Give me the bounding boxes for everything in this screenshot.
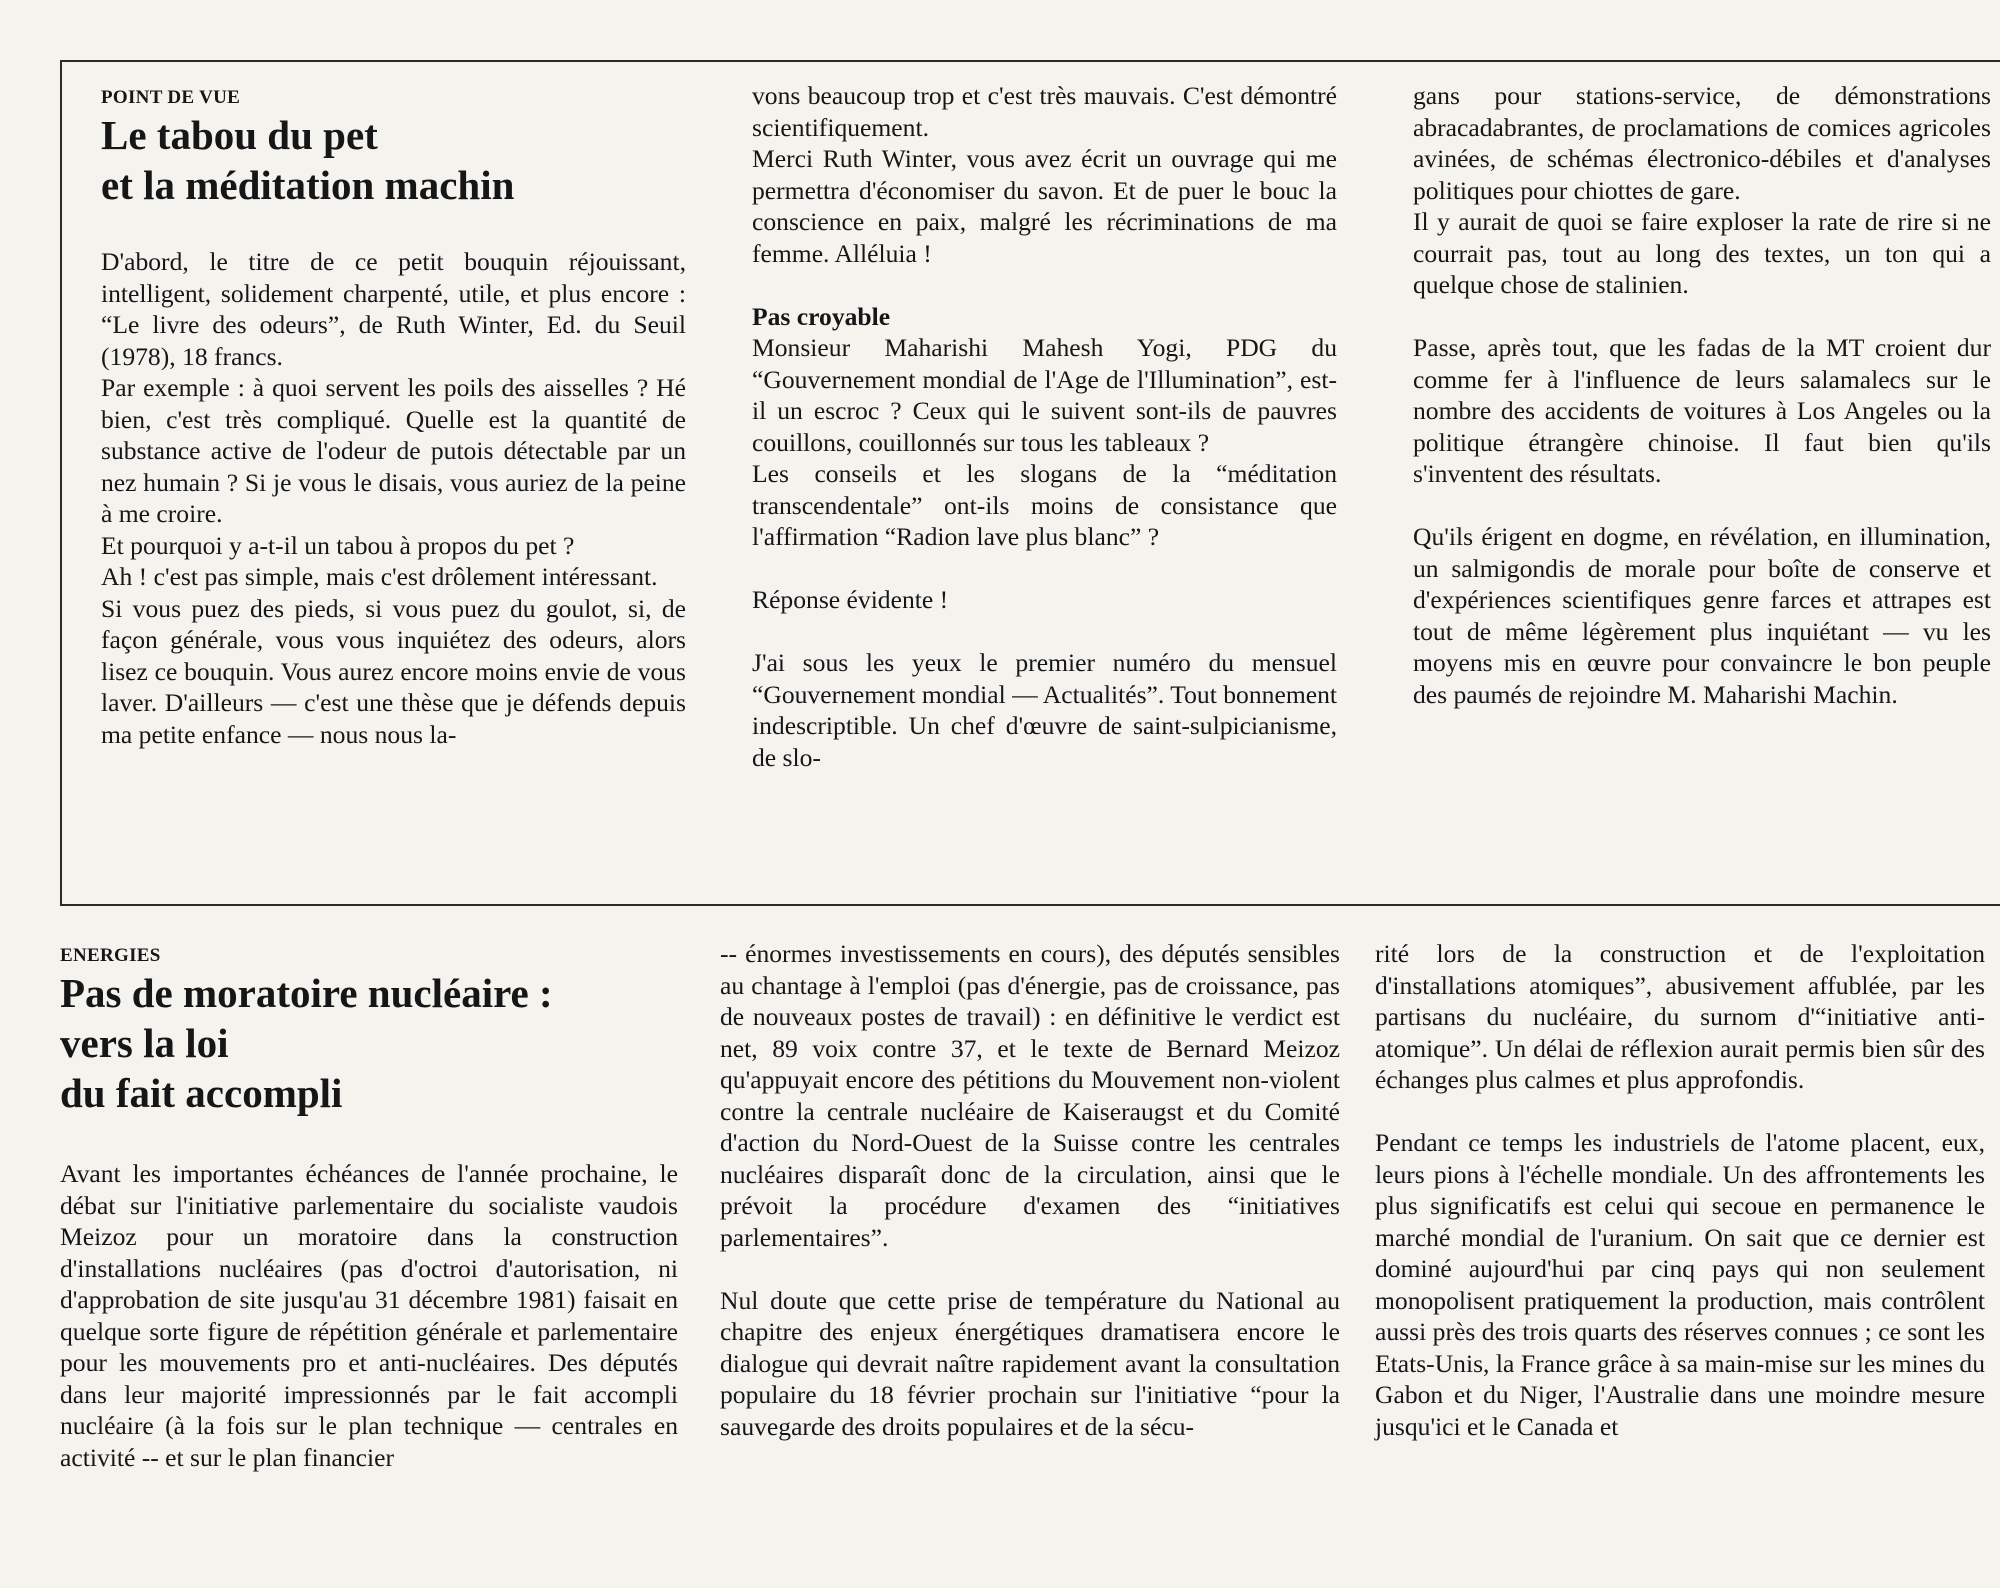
article1-subhead: Pas croyable [752,301,891,331]
paragraph: J'ai sous les yeux le premier numéro du mensuel “Gouvernement mondial — Actualités”. Tout bonnement indescriptible. Un chef d'œuvre de saint-sulpicianisme, de slo- [752,648,1337,772]
article2-headline [60,968,678,1118]
paragraph: Et pourquoi y a-t-il un tabou à propos du pet ? [101,530,575,560]
article1-column-3 [1413,80,1991,710]
paragraph: Par exemple : à quoi servent les poils des aisselles ? Hé bien, c'est très compliqué. Quelle est la quantité de substance active de l'odeur de putois détectable par un nez humain ? Si je vous le disais, vous auriez de la peine à me croire. [101,373,686,528]
article1-column-2 [752,80,1337,773]
paragraph: Avant les importantes échéances de l'année prochaine, le débat sur l'initiative parlementaire du socialiste vaudois Meizoz pour un moratoire dans la construction d'installations nucléaires (pas d'octroi d'autorisation, ni d'approbation de site jusqu'au 31 décembre 1981) faisait en quelque sorte figure de répétition générale et parlementaire pour les mouvements pro et anti-nucléaires. Des députés dans leur majorité impressionnés par le fait accompli nucléaire (à la fois sur le plan technique — centrales en activité -- et sur le plan financier [60,1159,678,1472]
article2-column-1 [60,944,678,1473]
article2-headline-line3: du fait accompli [60,1070,343,1116]
paragraph: Merci Ruth Winter, vous avez écrit un ouvrage qui me permettra d'économiser du savon. Et de puer le bouc la conscience en paix, malgré les récriminations de ma femme. Alléluia ! [752,144,1337,268]
paragraph: rité lors de la construction et de l'exploitation d'installations atomiques”, abusivement affublée, par les partisans du nucléaire, du surnom d'“initiative anti-atomique”. Un délai de réflexion aurait permis bien sûr des échanges plus calmes et plus approfondis. [1375,939,1985,1094]
paragraph: Monsieur Maharishi Mahesh Yogi, PDG du “Gouvernement mondial de l'Age de l'Illumination”, est-il un escroc ? Ceux qui le suivent sont-ils de pauvres couillons, couillonnés sur tous les tableaux ? [752,333,1337,457]
paragraph: Réponse évidente ! [752,585,949,614]
article2-kicker: ENERGIES [60,945,161,966]
article1-headline-line2: et la méditation machin [101,162,515,208]
paragraph: D'abord, le titre de ce petit bouquin réjouissant, intelligent, solidement charpenté, utile, et plus encore : “Le livre des odeurs”, de Ruth Winter, Ed. du Seuil (1978), 18 francs. [101,247,686,371]
paragraph: Il y aurait de quoi se faire exploser la rate de rire si ne courrait pas, tout au long des textes, un ton qui a quelque chose de stalinien. [1413,207,1991,299]
paragraph: Si vous puez des pieds, si vous puez du goulot, si, de façon générale, vous vous inquiétez des odeurs, alors lisez ce bouquin. Vous aurez encore moins envie de vous laver. D'ailleurs — c'est une thèse que je défends depuis ma petite enfance — nous nous la- [101,593,686,749]
article1-column-1 [101,86,686,750]
article2-headline-line1: Pas de moratoire nucléaire : [60,970,553,1016]
article2-column-2 [720,938,1340,1442]
paragraph: gans pour stations-service, de démonstrations abracadabrantes, de proclamations de comices agricoles avinées, de schémas électronico-débiles et d'analyses politiques pour chiottes de gare. [1413,81,1991,205]
paragraph: Nul doute que cette prise de température du National au chapitre des enjeux énergétiques dramatisera encore le dialogue qui devrait naître rapidement avant la consultation populaire du 18 février prochain sur l'initiative “pour la sauvegarde des droits populaires et de la sécu- [720,1285,1340,1441]
article1-headline-line1: Le tabou du pet [101,112,378,158]
paragraph: Les conseils et les slogans de la “méditation transcendentale” ont-ils moins de consistance que l'affirmation “Radion lave plus blanc” ? [752,459,1337,551]
paragraph: vons beaucoup trop et c'est très mauvais. C'est démontré scientifiquement. [752,81,1337,142]
article1-headline [101,110,686,210]
paragraph: -- énormes investissements en cours), des députés sensibles au chantage à l'emploi (pas d'énergie, pas de croissance, pas de nouveaux postes de travail) : en définitive le verdict est net, 89 voix contre 37, et le texte de Bernard Meizoz qu'appuyait encore des pétitions du Mouvement non-violent contre la centrale nucléaire de Kaiseraugst et du Comité d'action du Nord-Ouest de la Suisse contre les centrales nucléaires disparaît donc de la circulation, ainsi que le prévoit la procédure d'examen des “initiatives parlementaires”. [720,939,1340,1252]
paragraph: Ah ! c'est pas simple, mais c'est drôlement intéressant. [101,562,658,591]
article2-headline-line2: vers la loi [60,1020,229,1066]
article1-kicker: POINT DE VUE [101,87,241,108]
paragraph: Passe, après tout, que les fadas de la MT croient dur comme fer à l'influence de leurs salamalecs sur le nombre des accidents de voitures à Los Angeles ou la politique étrangère chinoise. Il faut bien qu'ils s'inventent des résultats. [1413,333,1991,488]
paragraph: Qu'ils érigent en dogme, en révélation, en illumination, un salmigondis de morale pour boîte de conserve et d'expériences scientifiques genre farces et attrapes est tout de même légèrement plus inquiétant — vu les moyens mis en œuvre pour convaincre le bon peuple des paumés de rejoindre M. Maharishi Machin. [1413,522,1991,709]
paragraph: Pendant ce temps les industriels de l'atome placent, eux, leurs pions à l'échelle mondiale. Un des affrontements les plus significatifs est celui qui secoue en permanence le marché mondial de l'uranium. On sait que ce dernier est dominé aujourd'hui par cinq pays qui non seulement monopolisent pratiquement la production, mais contrôlent aussi près des trois quarts des réserves connues ; ce sont les Etats-Unis, la France grâce à sa main-mise sur les mines du Gabon et du Niger, l'Australie dans une moindre mesure jusqu'ici et le Canada et [1375,1128,1985,1441]
article2-column-3 [1375,938,1985,1442]
